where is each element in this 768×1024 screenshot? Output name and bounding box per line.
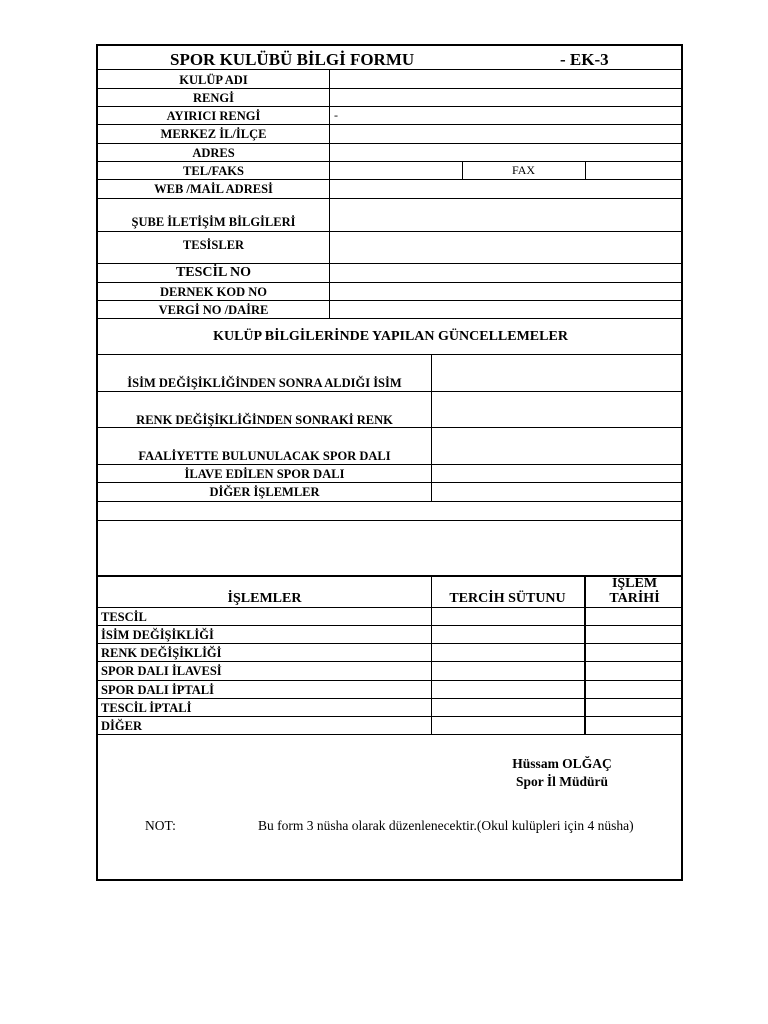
label-active-sport: FAALİYETTE BULUNULACAK SPOR DALI — [138, 449, 391, 463]
label-association-code: DERNEK KOD NO — [160, 285, 267, 299]
label-club-name: KULÜP ADI — [179, 73, 248, 87]
distinct-color-value: - — [334, 108, 338, 122]
label-tel-fax: TEL/FAKS — [183, 164, 244, 178]
label-tax-no: VERGİ NO /DAİRE — [158, 303, 269, 317]
label-registration-no: TESCİL NO — [175, 265, 252, 280]
label-color: RENGİ — [193, 91, 234, 105]
label-distinct-color: AYIRICI RENGİ — [166, 109, 261, 123]
label-facilities: TESİSLER — [182, 238, 245, 252]
club-info-form — [96, 44, 683, 881]
label-web-mail: WEB /MAİL ADRESİ — [154, 182, 273, 196]
op-sport-cancel: SPOR DALI İPTALİ — [101, 683, 214, 697]
form-annex: - EK-3 — [560, 50, 609, 69]
label-name-change: İSİM DEĞİŞİKLİĞİNDEN SONRA ALDIĞI İSİM — [127, 376, 402, 390]
form-title: SPOR KULÜBÜ BİLGİ FORMU — [170, 50, 415, 69]
op-color-change: RENK DEĞİŞİKLİĞİ — [101, 646, 222, 660]
note-text: Bu form 3 nüsha olarak düzenlenecektir.(Okul kulüpleri için 4 nüsha) — [258, 818, 634, 833]
note-label: NOT: — [145, 818, 176, 833]
label-center-city: MERKEZ İL/İLÇE — [160, 127, 267, 141]
label-branch-contact: ŞUBE İLETİŞİM BİLGİLERİ — [131, 215, 296, 229]
col-preference: TERCİH SÜTUNU — [449, 591, 566, 606]
label-fax: FAX — [511, 163, 536, 177]
col-date-line1: İŞLEM — [611, 576, 658, 591]
signature-name: Hüssam OLĞAÇ — [512, 756, 612, 771]
label-added-sport: İLAVE EDİLEN SPOR DALI — [184, 467, 345, 481]
op-registration: TESCİL — [101, 610, 147, 624]
col-date-line2: TARİHİ — [609, 591, 660, 606]
updates-heading: KULÜP BİLGİLERİNDE YAPILAN GÜNCELLEMELER — [213, 329, 568, 344]
signature-title: Spor İl Müdürü — [515, 774, 609, 789]
label-address: ADRES — [192, 146, 235, 160]
op-name-change: İSİM DEĞİŞİKLİĞİ — [101, 628, 214, 642]
op-other: DİĞER — [101, 719, 142, 733]
col-operations: İŞLEMLER — [227, 591, 302, 606]
op-registration-cancel: TESCİL İPTALİ — [101, 701, 192, 715]
label-color-change: RENK DEĞİŞİKLİĞİNDEN SONRAKİ RENK — [136, 413, 393, 427]
label-other-operations: DİĞER İŞLEMLER — [209, 485, 320, 499]
op-sport-addition: SPOR DALI İLAVESİ — [101, 664, 222, 678]
